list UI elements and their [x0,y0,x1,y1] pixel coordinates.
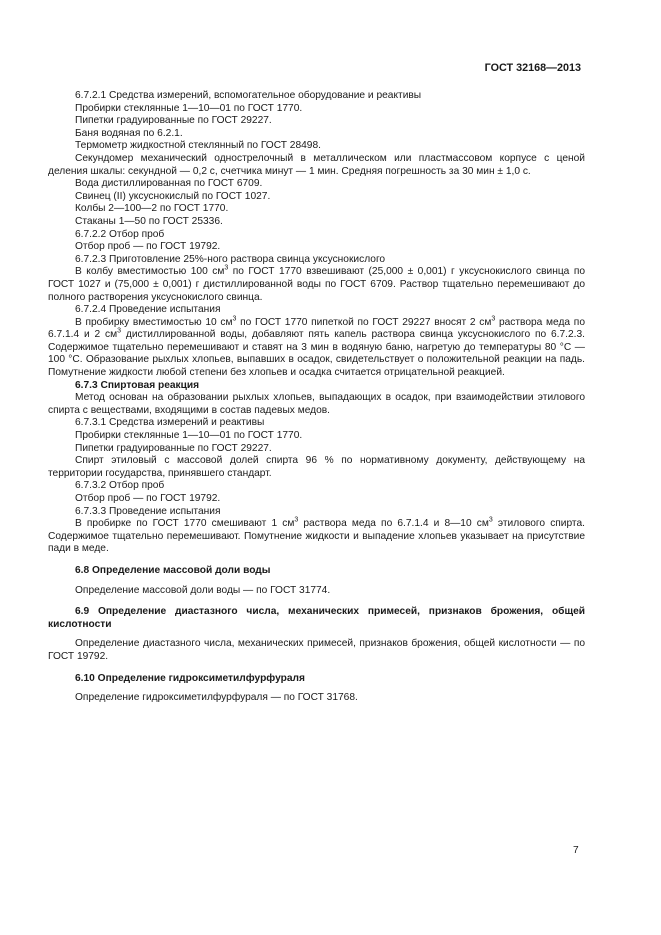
subsection-heading: 6.7.3.1 Средства измерений и реактивы [75,417,265,429]
subsection-heading: 6.7.2.4 Проведение испытания [75,304,221,316]
paragraph: Метод основан на образовании рыхлых хлопьев, выпадающих в осадок, при взаимодействии этилового спирта с веществами, входящими в состав падевых медов. [48,392,585,416]
list-item: Пробирки стеклянные 1—10—01 по ГОСТ 1770. [75,102,303,114]
subsection-heading: 6.7.3.2 Отбор проб [75,480,165,492]
document-body [48,90,585,705]
list-item: Пипетки градуированные по ГОСТ 29227. [75,115,272,127]
list-item: Баня водяная по 6.2.1. [75,127,183,139]
subsection-heading: 6.7.2.1 Средства измерений, вспомогательное оборудование и реактивы [75,90,422,101]
section-heading: 6.7.3 Спиртовая реакция [75,379,200,391]
list-item: Пипетки градуированные по ГОСТ 29227. [75,442,272,454]
section-heading-6-9: 6.9 Определение диастазного числа, механических примесей, признаков брожения, общей кислотности [48,606,585,630]
paragraph: Определение массовой доли воды — по ГОСТ 31774. [75,584,331,596]
list-item: Свинец (II) уксуснокислый по ГОСТ 1027. [75,190,271,202]
list-item: Стаканы 1—50 по ГОСТ 25336. [75,215,223,227]
list-item: Секундомер механический однострелочный в металлическом или пластмассовом корпусе с ценой деления шкалы: секундной — 0,2 с, счетчика минут — 1 мин. Средняя погрешность за 30 мин ± 1,0 с. [48,152,585,177]
document-header: ГОСТ 32168—2013 [484,62,581,74]
paragraph: Определение гидроксиметилфурфураля — по ГОСТ 31768. [75,692,358,704]
list-item: Колбы 2—100—2 по ГОСТ 1770. [75,203,229,215]
paragraph-preparation: В колбу вместимостью 100 $см^3$ по ГОСТ 1770 взвешивают (25,000 ± 0,001) г уксуснокислого свинца по ГОСТ 1027 и (75,000 ± 0,001) г дистиллированной воды по ГОСТ 6709. Раствор тщательно перемешивают до полного растворения уксуснокислого свинца. [48,264,586,303]
list-item: Пробирки стеклянные 1—10—01 по ГОСТ 1770. [75,430,303,442]
section-heading-6-10: 6.10 Определение гидроксиметилфурфураля [75,672,305,684]
list-item: Спирт этиловый с массовой долей спирта 96 % по нормативному документу, действующему на территории государства, принявшего стандарт. [48,455,585,479]
page-number: 7 [573,845,579,856]
list-item: Вода дистиллированная по ГОСТ 6709. [75,178,263,190]
list-item: Термометр жидкостной стеклянный по ГОСТ 28498. [75,140,321,152]
subsection-heading: 6.7.2.2 Отбор проб [75,228,165,240]
subsection-heading: 6.7.2.3 Приготовление 25%-ного раствора свинца уксуснокислого [75,253,386,265]
list-item: Отбор проб — по ГОСТ 19792. [75,493,221,504]
paragraph: Определение диастазного числа, механических примесей, признаков брожения, общей кислотности — по ГОСТ 19792. [48,638,585,662]
list-item: Отбор проб — по ГОСТ 19792. [75,241,221,253]
paragraph-test-procedure: В пробирку вместимостью 10 $см^3$ по ГОСТ 1770 пипеткой по ГОСТ 29227 вносят 2 $см^3$ раствора меда по 6.7.1.4 и 2 $см^3$ дистиллированной воды, добавляют пять капель раствора свинца уксуснокислого по 6.7.2.3. Содержимое тщательно перемешивают и ставят на 3 мин в водяную баню, нагретую до температуры 80 °C — 100 °C. Образование рыхлых хлопьев, выпавших в осадок, свидетельствует о положительной реакции на падь. Помутнение жидкости любой степени без хлопьев и осадка считается отрицательной реакцией. [48,315,585,379]
section-heading-6-8: 6.8 Определение массовой доли воды [75,564,271,576]
subsection-heading: 6.7.3.3 Проведение испытания [75,505,221,517]
paragraph-alcohol-test: В пробирке по ГОСТ 1770 смешивают 1 $см^3$ раствора меда по 6.7.1.4 и 8—10 $см^3$ этилового спирта. Содержимое тщательно перемешивают. Помутнение жидкости и выпадение хлопьев указывает на присутствие пади в меде. [48,516,585,555]
